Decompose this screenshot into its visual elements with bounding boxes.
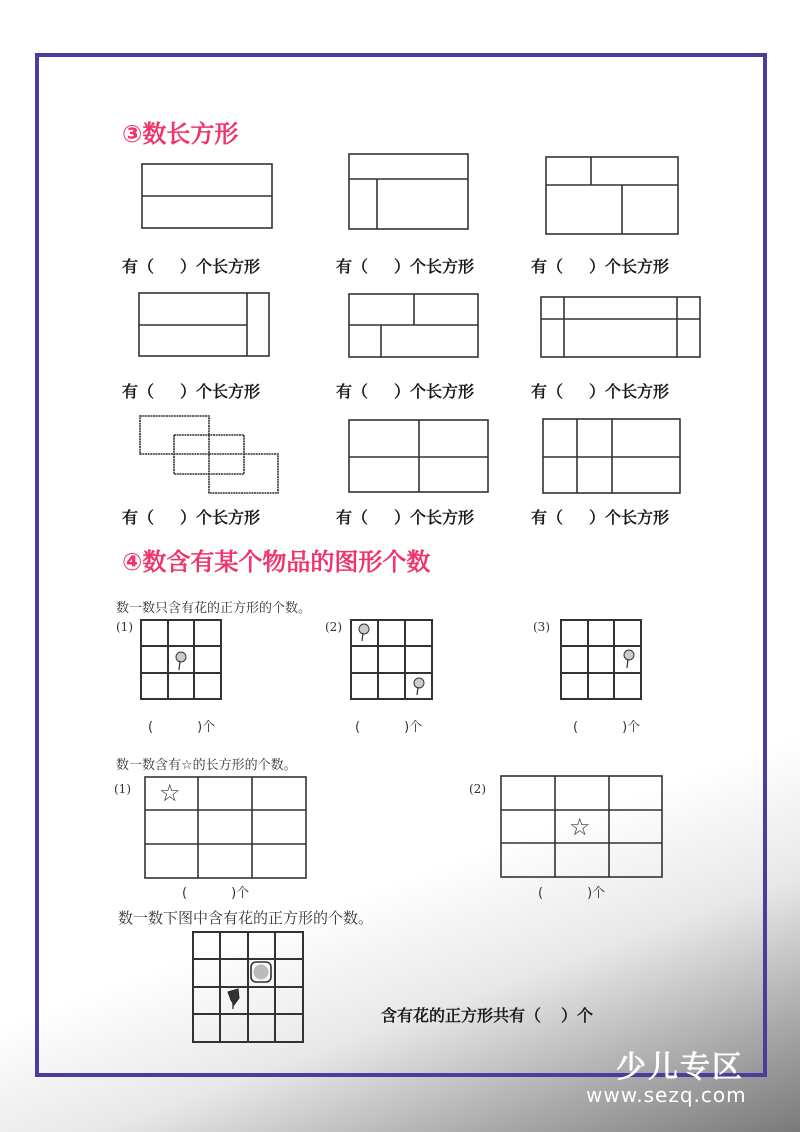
section-3-title: ③数长方形 [122, 120, 239, 148]
part2-instruction: 数一数含有☆的长方形的个数。 [116, 758, 297, 773]
answer-label-2: 有（ ）个长方形 [336, 257, 475, 276]
item-label: (1) [116, 620, 133, 634]
watermark-url: www.sezq.com [586, 1083, 747, 1107]
star-icon: ☆ [159, 779, 181, 807]
item-label: (3) [533, 620, 550, 634]
answer-label-5: 有（ ）个长方形 [336, 382, 475, 401]
answer-label-7: 有（ ）个长方形 [122, 508, 261, 527]
watermark-brand: 少儿专区 [616, 1050, 744, 1085]
answer-label-9: 有（ ）个长方形 [531, 508, 670, 527]
answer-label-6: 有（ ）个长方形 [531, 382, 670, 401]
flower-icon [228, 989, 239, 1009]
part3-instruction: 数一数下图中含有花的正方形的个数。 [118, 909, 374, 927]
answer-label: ( )个 [355, 720, 423, 735]
item-label: (1) [114, 782, 131, 796]
star-icon: ☆ [569, 813, 591, 841]
answer-label-8: 有（ ）个长方形 [336, 508, 475, 527]
flower-icon [251, 962, 271, 982]
answer-label: ( )个 [573, 720, 641, 735]
answer-label-4: 有（ ）个长方形 [122, 382, 261, 401]
section-4-title: ④数含有某个物品的图形个数 [122, 548, 431, 576]
answer-label: ( )个 [148, 720, 216, 735]
item-label: (2) [469, 782, 486, 796]
item-label: (2) [325, 620, 342, 634]
part1-instruction: 数一数只含有花的正方形的个数。 [116, 601, 312, 616]
answer-label: ( )个 [538, 886, 606, 901]
part3-answer-label: 含有花的正方形共有（ ）个 [381, 1006, 594, 1025]
answer-label-3: 有（ ）个长方形 [531, 257, 670, 276]
answer-label: ( )个 [182, 886, 250, 901]
answer-label-1: 有（ ）个长方形 [122, 257, 261, 276]
